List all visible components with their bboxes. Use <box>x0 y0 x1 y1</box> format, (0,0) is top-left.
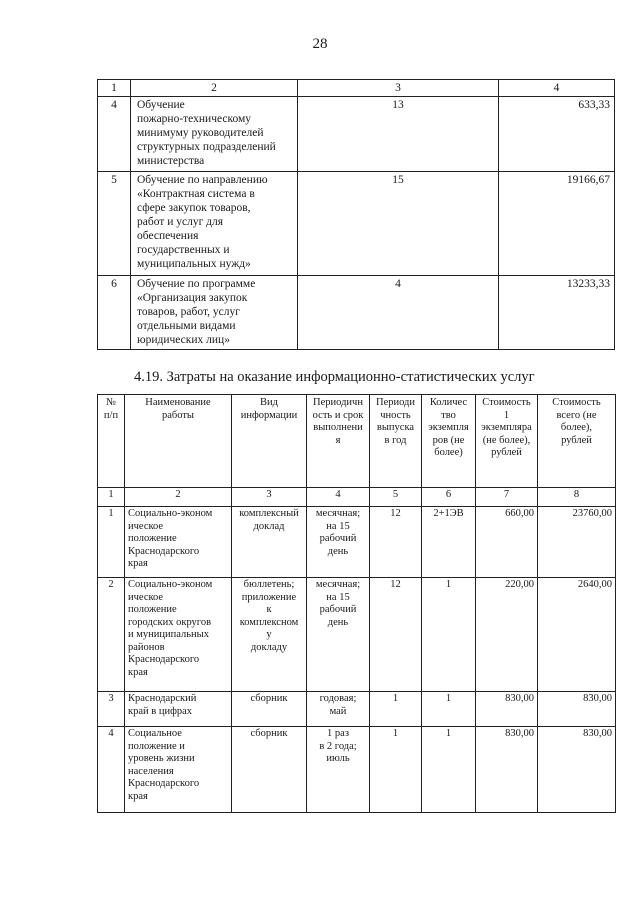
table-header-row <box>98 395 616 488</box>
row-total: 23760,00 <box>538 507 616 578</box>
row-number: 1 <box>98 507 125 578</box>
row-info-type: сборник <box>232 727 307 813</box>
header-cell: Стоимость всего (не более), рублей <box>538 395 616 488</box>
column-numbering-row <box>98 488 616 507</box>
row-total: 830,00 <box>538 692 616 727</box>
header-cell: Стоимость 1 экземпляра (не более), рублей <box>476 395 538 488</box>
column-number: 1 <box>98 488 125 507</box>
row-frequency: 1 <box>370 692 422 727</box>
row-name: Краснодарский край в цифрах <box>125 692 232 727</box>
row-name: Обучение по направлению «Контрактная система в сфере закупок товаров, работ и услуг для обеспечения государственных и муниципальных нужд» <box>131 172 298 276</box>
table-row <box>98 578 616 692</box>
row-frequency: 12 <box>370 507 422 578</box>
row-number: 3 <box>98 692 125 727</box>
row-unit-cost: 830,00 <box>476 727 538 813</box>
row-number: 5 <box>98 172 131 276</box>
row-period: 1 раз в 2 года; июль <box>307 727 370 813</box>
row-number: 4 <box>98 727 125 813</box>
row-total: 2640,00 <box>538 578 616 692</box>
header-cell: № п/п <box>98 395 125 488</box>
row-number: 4 <box>98 97 131 172</box>
page-number: 28 <box>312 36 328 52</box>
row-info-type: сборник <box>232 692 307 727</box>
table-row <box>98 507 616 578</box>
row-copies: 1 <box>422 692 476 727</box>
table-row <box>98 727 616 813</box>
row-name: Социально-эконом ическое положение городских округов и муниципальных районов Краснодарского края <box>125 578 232 692</box>
row-amount: 633,33 <box>499 97 615 172</box>
row-copies: 1 <box>422 578 476 692</box>
row-name: Социально-эконом ическое положение Краснодарского края <box>125 507 232 578</box>
row-unit-cost: 220,00 <box>476 578 538 692</box>
row-frequency: 1 <box>370 727 422 813</box>
row-info-type: бюллетень; приложение к комплексном у докладу <box>232 578 307 692</box>
table-row <box>98 692 616 727</box>
header-cell: 3 <box>298 80 499 97</box>
column-number: 6 <box>422 488 476 507</box>
row-unit-cost: 660,00 <box>476 507 538 578</box>
row-copies: 1 <box>422 727 476 813</box>
row-amount: 19166,67 <box>499 172 615 276</box>
row-unit-cost: 830,00 <box>476 692 538 727</box>
row-info-type: комплексный доклад <box>232 507 307 578</box>
header-cell: 1 <box>98 80 131 97</box>
row-name: Обучение по программе «Организация закупок товаров, работ, услуг отдельными видами юридических лиц» <box>131 276 298 350</box>
column-number: 5 <box>370 488 422 507</box>
statistical-services-table <box>97 394 616 813</box>
header-cell: Периоди чность выпуска в год <box>370 395 422 488</box>
row-frequency: 12 <box>370 578 422 692</box>
header-cell: Количес тво экземпля ров (не более) <box>422 395 476 488</box>
row-name: Обучение пожарно-техническому минимуму руководителей структурных подразделений министерства <box>131 97 298 172</box>
column-number: 4 <box>307 488 370 507</box>
row-number: 2 <box>98 578 125 692</box>
row-quantity: 15 <box>298 172 499 276</box>
row-period: годовая; май <box>307 692 370 727</box>
header-cell: Вид информации <box>232 395 307 488</box>
row-period: месячная; на 15 рабочий день <box>307 578 370 692</box>
column-number: 8 <box>538 488 616 507</box>
header-cell: 4 <box>499 80 615 97</box>
section-title: 4.19. Затраты на оказание информационно-статистических услуг <box>134 369 535 385</box>
column-number: 2 <box>125 488 232 507</box>
table-header-row <box>98 80 615 97</box>
training-costs-table <box>97 79 615 350</box>
table-row <box>98 276 615 350</box>
header-cell: Наименование работы <box>125 395 232 488</box>
header-cell: 2 <box>131 80 298 97</box>
row-copies: 2+1ЭВ <box>422 507 476 578</box>
row-total: 830,00 <box>538 727 616 813</box>
column-number: 3 <box>232 488 307 507</box>
row-amount: 13233,33 <box>499 276 615 350</box>
row-number: 6 <box>98 276 131 350</box>
table-row <box>98 172 615 276</box>
header-cell: Периодичн ость и срок выполнени я <box>307 395 370 488</box>
row-quantity: 13 <box>298 97 499 172</box>
row-name: Социальное положение и уровень жизни населения Краснодарского края <box>125 727 232 813</box>
table-row <box>98 97 615 172</box>
column-number: 7 <box>476 488 538 507</box>
row-period: месячная; на 15 рабочий день <box>307 507 370 578</box>
row-quantity: 4 <box>298 276 499 350</box>
